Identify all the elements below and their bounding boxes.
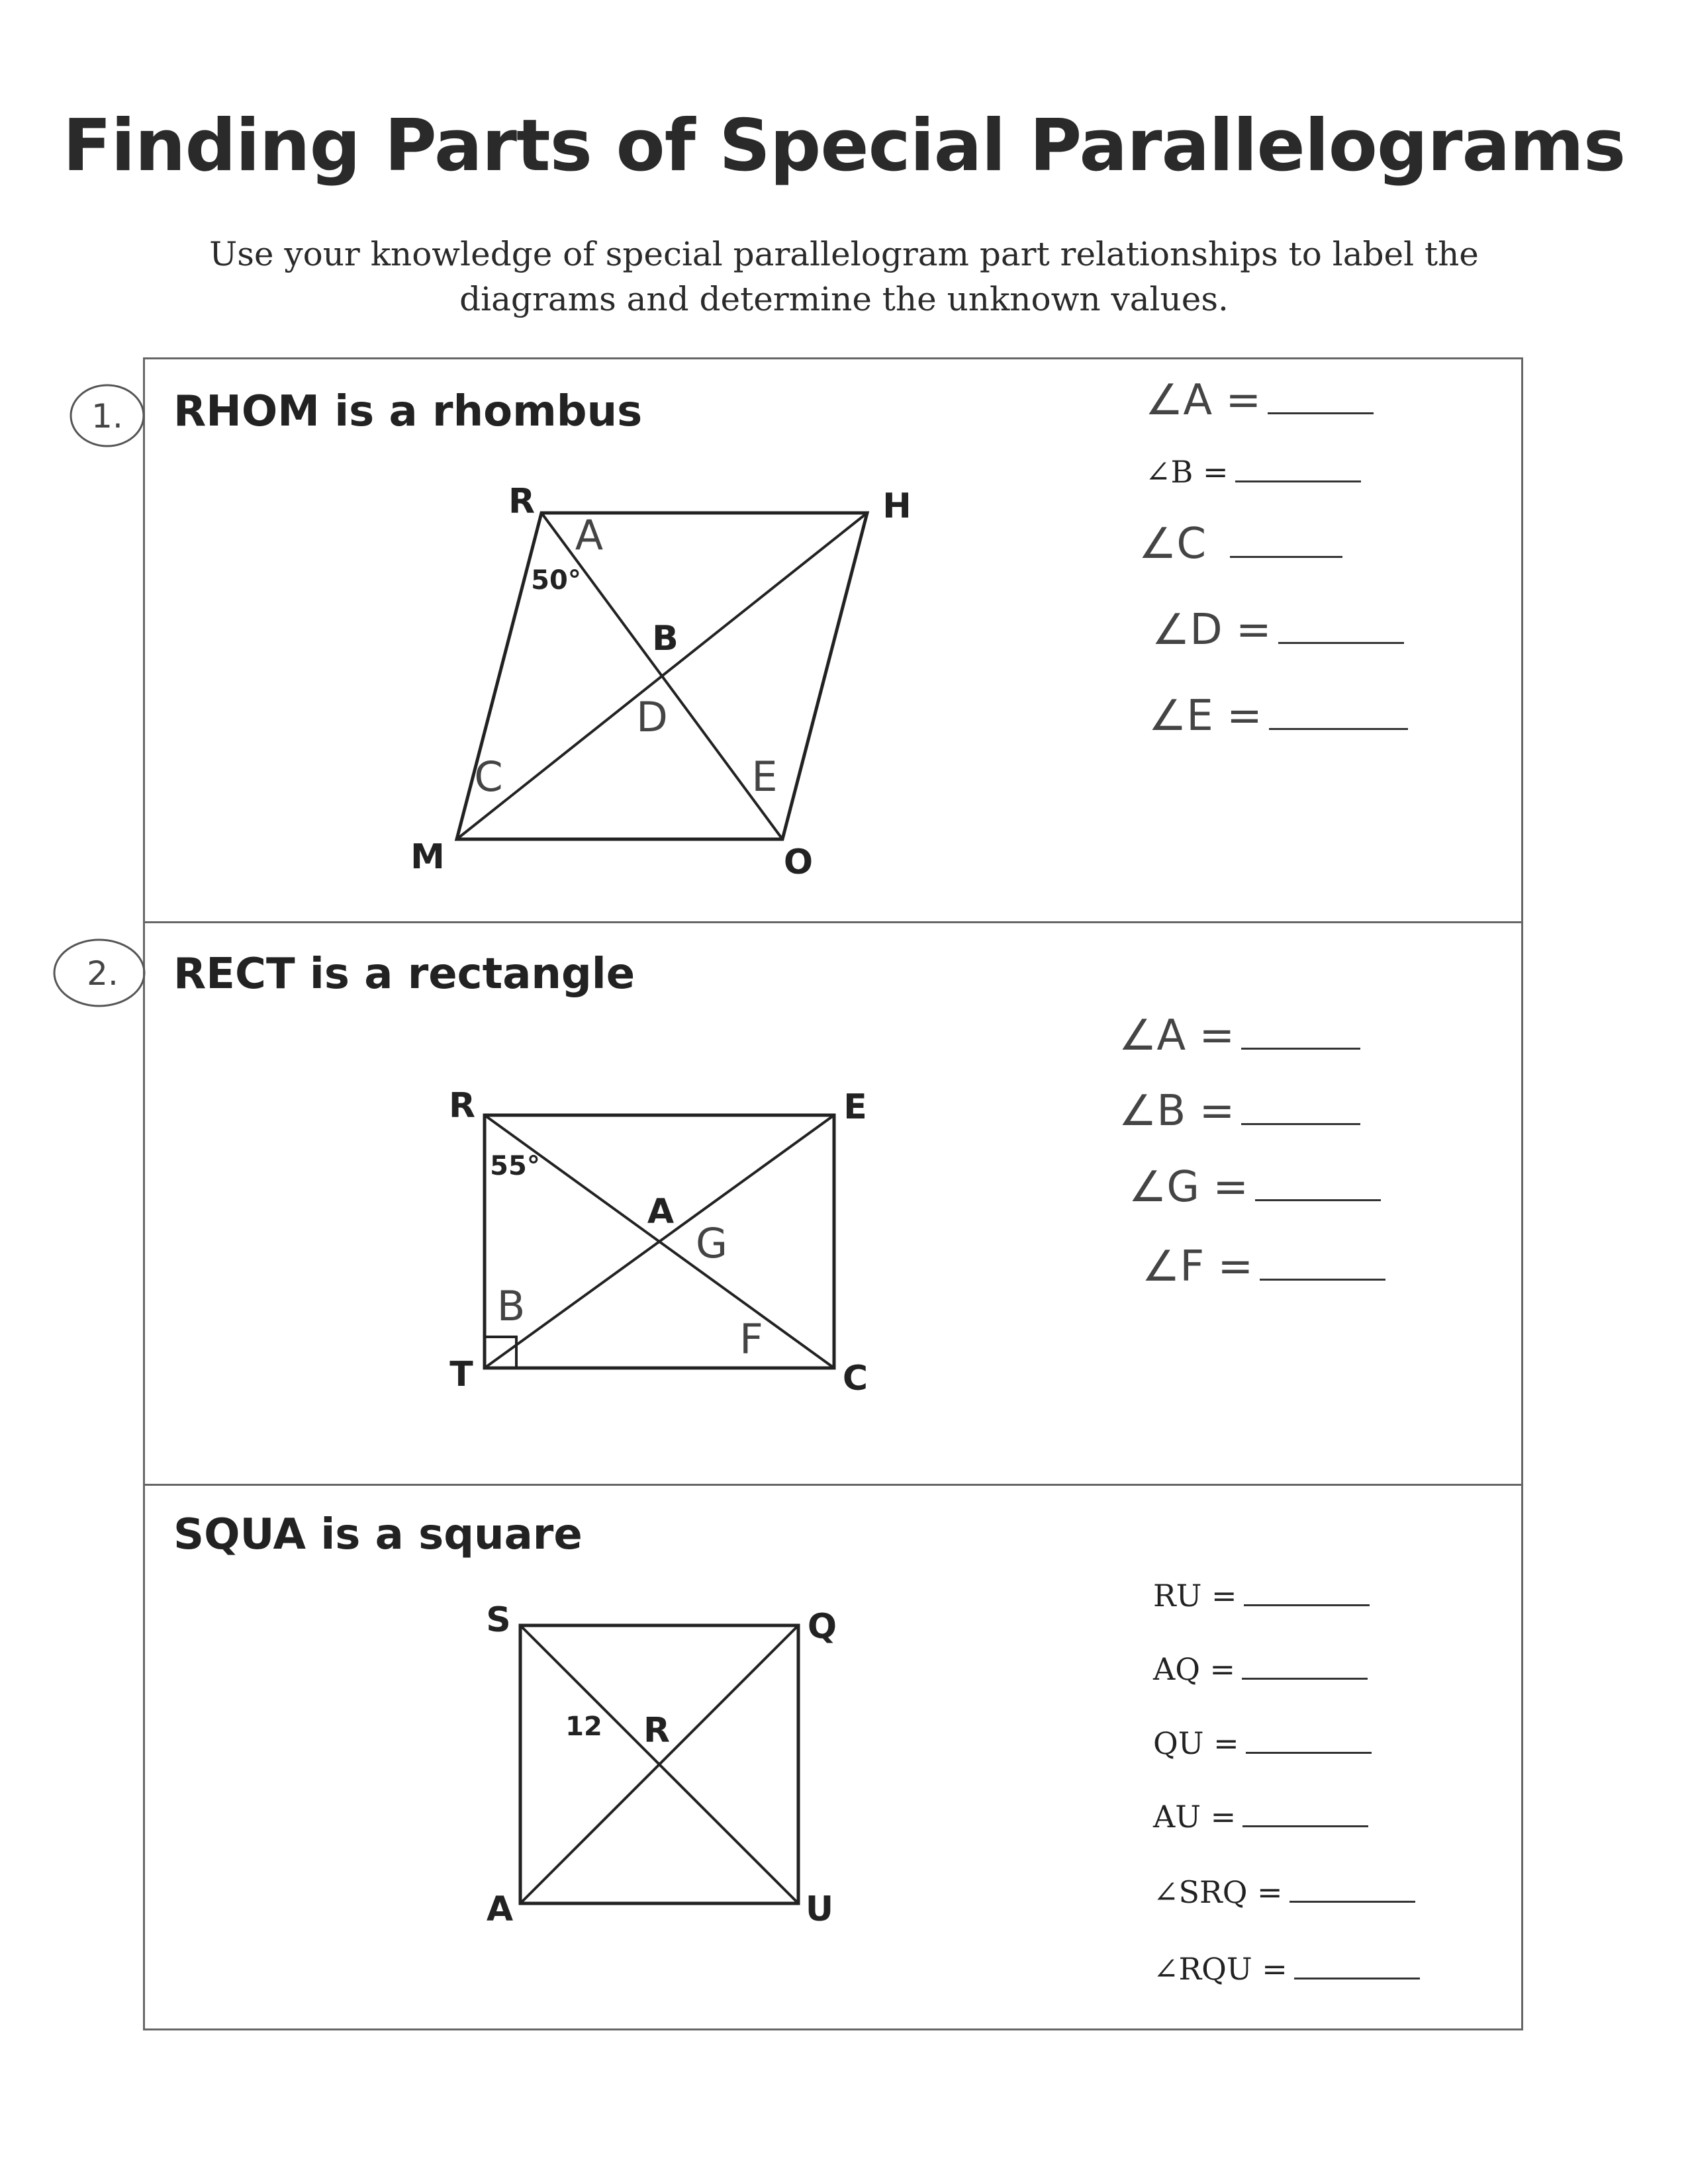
rhombus-diagonal-hm [457,513,867,839]
square-diagram [486,1600,837,1929]
given-length-12: 12 [565,1711,602,1742]
answer-aq[interactable]: AQ = [1153,1651,1368,1687]
label-c: C [474,752,503,801]
answer-angle-b[interactable]: ∠B = [1119,1087,1360,1136]
svg-text:2.: 2. [87,954,118,993]
label-a: A [575,511,604,559]
answer-au[interactable]: AU = [1153,1799,1368,1835]
rectangle-diagram [449,1086,868,1398]
given-angle-55: 55° [490,1151,540,1181]
center-a: A [647,1192,675,1232]
problem-1-heading: RHOM is a rhombus [173,387,643,436]
answer-angle-f[interactable]: ∠F = [1142,1242,1385,1291]
problem-2-number [54,940,144,1006]
instructions: Use your knowledge of special parallelogram part relationships to label the diagrams and determine the unknown values. [209,235,1479,318]
problem-1-number [71,385,144,446]
answer-angle-rqu[interactable]: ∠RQU = [1153,1951,1420,1987]
label-d: D [636,693,668,741]
rhombus-diagram [410,482,912,882]
problem-3-heading: SQUA is a square [173,1510,583,1559]
label-g: G [695,1219,728,1267]
center-r: R [643,1711,671,1751]
vertex-u: U [805,1889,834,1929]
vertex-m: M [410,837,445,877]
vertex-s: S [486,1600,511,1640]
svg-text:1.: 1. [91,397,123,435]
answer-angle-d[interactable]: ∠D = [1152,606,1404,655]
vertex-c: C [842,1359,868,1398]
answer-angle-g[interactable]: ∠G = [1129,1163,1381,1212]
answer-angle-e[interactable]: ∠E = [1149,692,1408,741]
answer-angle-a[interactable]: ∠A = [1145,376,1374,425]
vertex-a: A [486,1889,514,1929]
vertex-r: R [508,482,536,522]
answer-qu[interactable]: QU = [1153,1725,1372,1761]
answer-angle-srq[interactable]: ∠SRQ = [1153,1874,1415,1910]
answer-angle-b[interactable]: ∠B = [1145,454,1361,490]
vertex-r: R [448,1086,476,1126]
page-title: Finding Parts of Special Parallelograms [62,105,1626,187]
label-e: E [751,752,778,801]
vertex-t: T [449,1355,473,1394]
label-f: F [739,1315,763,1363]
problem-2-heading: RECT is a rectangle [173,950,635,999]
label-b: B [496,1282,526,1330]
vertex-h: H [882,486,912,526]
vertex-e: E [843,1087,867,1127]
center-b: B [652,619,679,659]
answer-ru[interactable]: RU = [1153,1578,1370,1614]
given-angle-50: 50° [531,565,581,596]
answer-angle-c[interactable]: ∠C [1139,520,1342,569]
answer-angle-a[interactable]: ∠A = [1119,1011,1360,1060]
vertex-o: O [783,842,814,882]
vertex-q: Q [807,1607,837,1647]
